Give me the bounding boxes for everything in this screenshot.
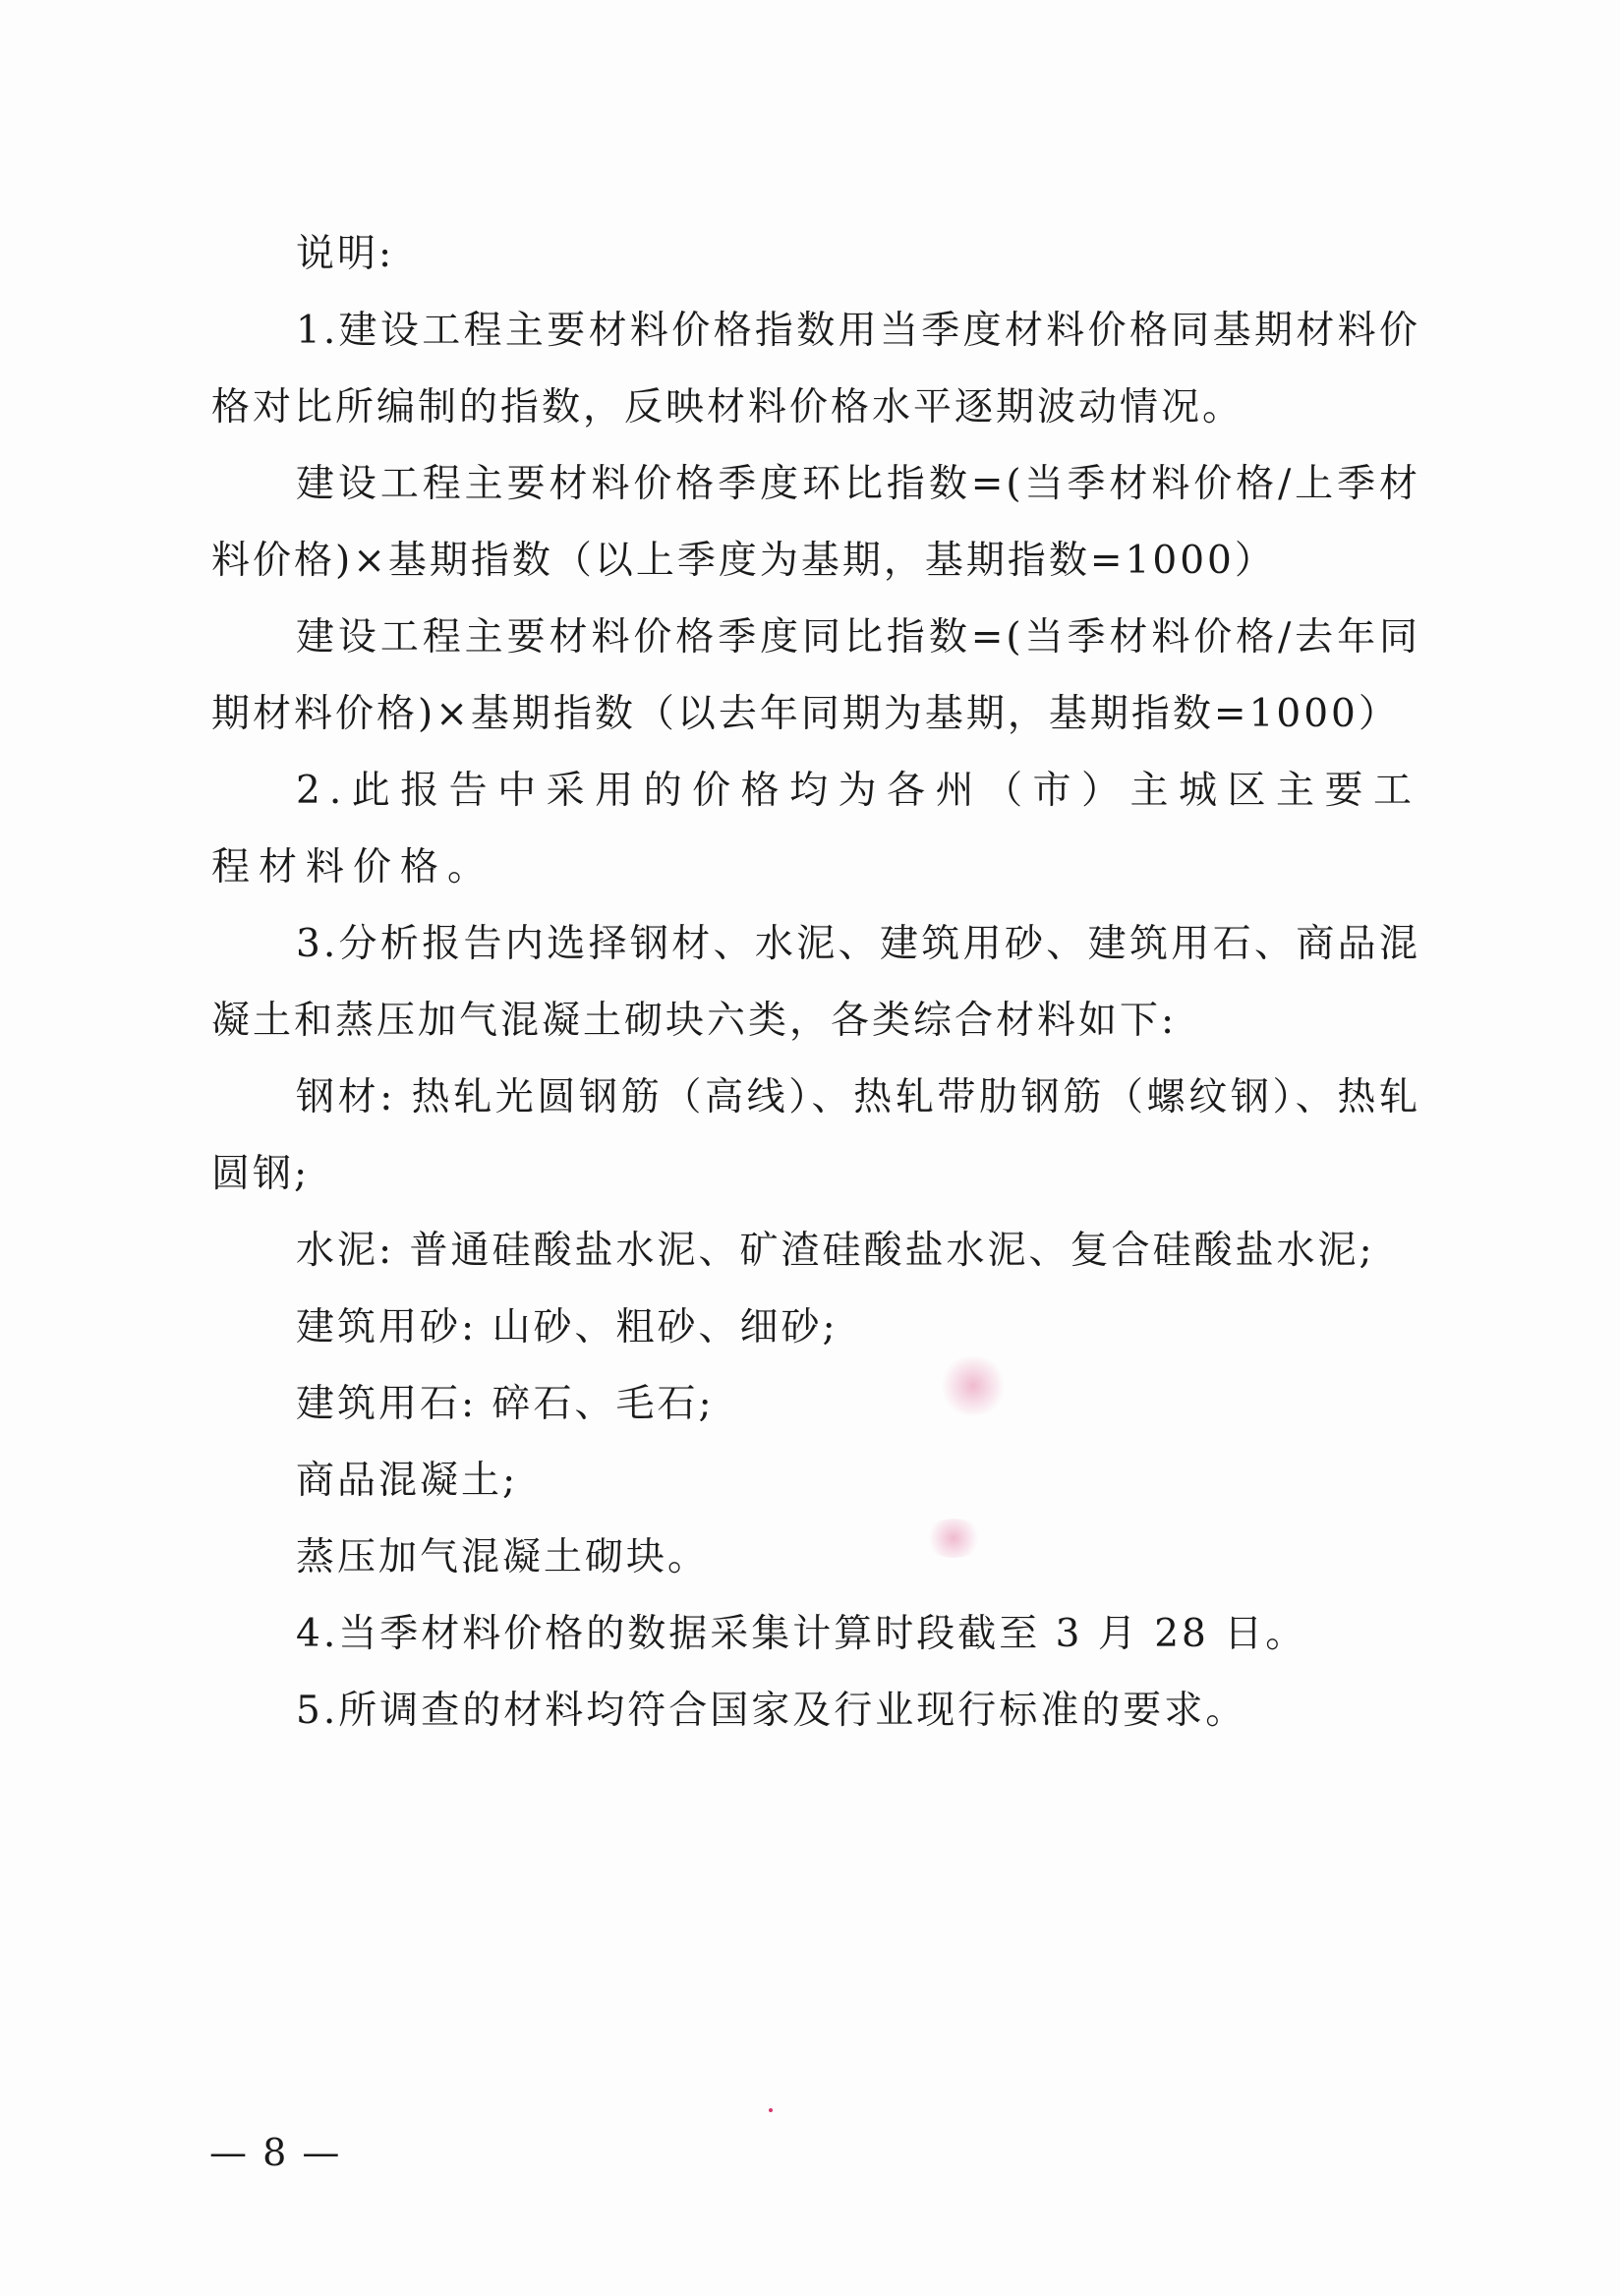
note-item-3: 3.分析报告内选择钢材、水泥、建筑用砂、建筑用石、商品混凝土和蒸压加气混凝土砌块六类，各类综合材料如下:: [211, 922, 1420, 1043]
category-stone: 建筑用石: 碎石、毛石;: [296, 1382, 715, 1426]
formula-quarter-on-quarter: 建设工程主要材料价格季度环比指数=(当季材料价格/上季材料价格)×基期指数（以上季度为基期，基期指数=1000）: [211, 462, 1420, 583]
note-item-4: 4.当季材料价格的数据采集计算时段截至 3 月 28 日。: [296, 1612, 1307, 1656]
note-item-2: 2.此报告中采用的价格均为各州（市）主城区主要工程材料价格。: [211, 769, 1420, 890]
note-item-5: 5.所调查的材料均符合国家及行业现行标准的要求。: [296, 1689, 1247, 1733]
notes-heading: 说明:: [296, 232, 395, 276]
category-steel: 钢材: 热轧光圆钢筋（高线）、热轧带肋钢筋（螺纹钢）、热轧圆钢;: [211, 1075, 1420, 1196]
category-cement: 水泥: 普通硅酸盐水泥、矿渣硅酸盐水泥、复合硅酸盐水泥;: [296, 1229, 1375, 1273]
category-block: 蒸压加气混凝土砌块。: [296, 1535, 710, 1579]
document-body: [211, 216, 1420, 1750]
note-item-1: 1.建设工程主要材料价格指数用当季度材料价格同基期材料价格对比所编制的指数，反映材料价格水平逐期波动情况。: [211, 309, 1420, 430]
formula-year-on-year: 建设工程主要材料价格季度同比指数=(当季材料价格/去年同期材料价格)×基期指数（以去年同期为基期，基期指数=1000）: [211, 615, 1420, 736]
category-sand: 建筑用砂: 山砂、粗砂、细砂;: [296, 1305, 839, 1349]
category-concrete: 商品混凝土;: [296, 1459, 519, 1503]
ink-speck: [769, 2108, 773, 2112]
page-number: — 8 —: [209, 2131, 342, 2174]
